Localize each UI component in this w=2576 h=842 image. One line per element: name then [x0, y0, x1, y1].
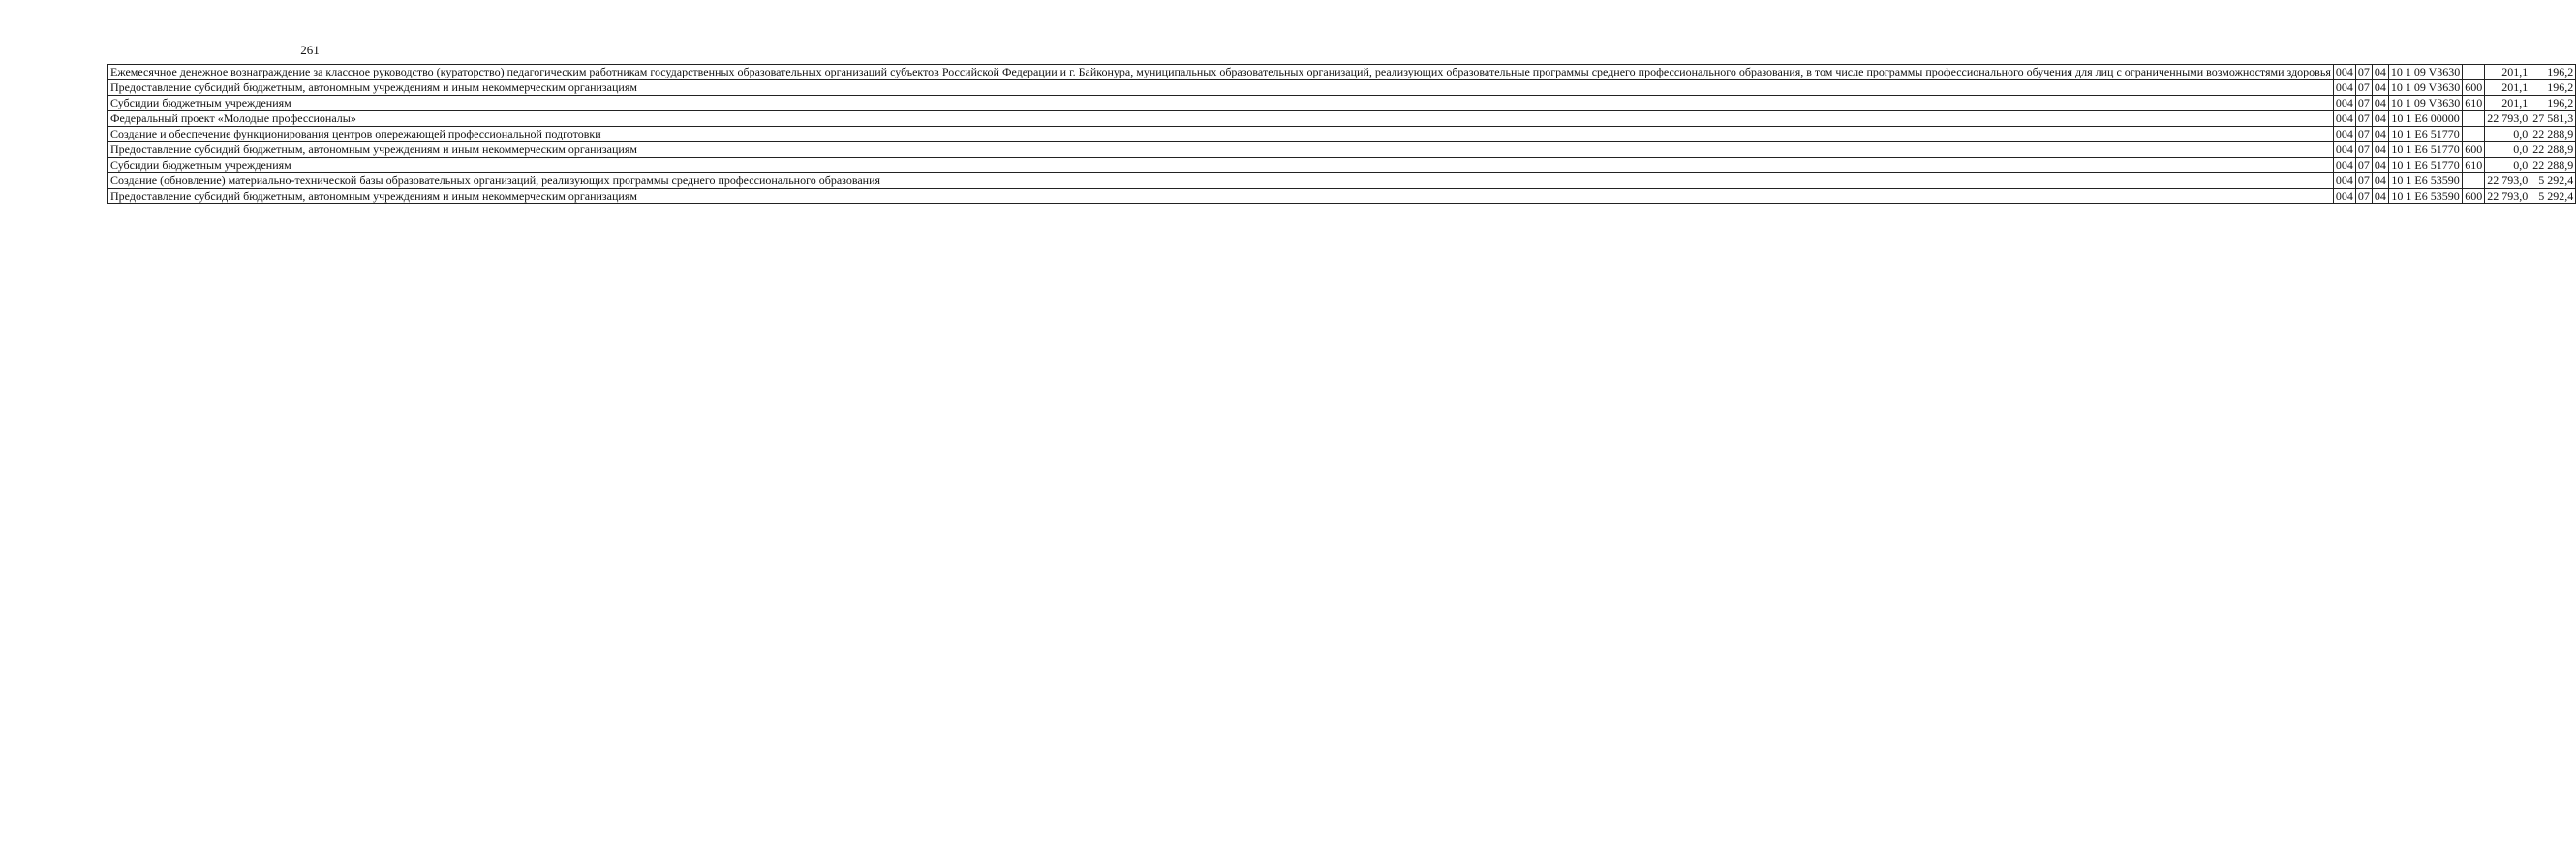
table-row	[108, 173, 2576, 189]
subsection-code: 04	[2372, 158, 2388, 173]
subsection-code: 04	[2372, 189, 2388, 204]
target-article: 10 1 E6 00000	[2388, 111, 2462, 127]
expense-type	[2463, 173, 2485, 189]
expense-type: 600	[2463, 80, 2485, 96]
expense-type	[2463, 111, 2485, 127]
amount-year-1: 22 793,0	[2485, 111, 2530, 127]
row-name: Предоставление субсидий бюджетным, автономным учреждениям и иным некоммерческим организациям	[108, 189, 2334, 204]
amount-year-1: 22 793,0	[2485, 189, 2530, 204]
row-name: Субсидии бюджетным учреждениям	[108, 158, 2334, 173]
amount-year-1: 201,1	[2485, 65, 2530, 80]
section-code: 07	[2355, 173, 2372, 189]
expense-type: 610	[2463, 96, 2485, 111]
subsection-code: 04	[2372, 142, 2388, 158]
section-code: 07	[2355, 111, 2372, 127]
target-article: 10 1 09 V3630	[2388, 80, 2462, 96]
table-row	[108, 96, 2576, 111]
table-row	[108, 189, 2576, 204]
section-code: 07	[2355, 65, 2372, 80]
ministry-code: 004	[2333, 189, 2355, 204]
ministry-code: 004	[2333, 173, 2355, 189]
table-row	[108, 80, 2576, 96]
expense-type: 600	[2463, 142, 2485, 158]
expense-type	[2463, 65, 2485, 80]
row-name: Федеральный проект «Молодые профессионалы»	[108, 111, 2334, 127]
section-code: 07	[2355, 189, 2372, 204]
subsection-code: 04	[2372, 127, 2388, 142]
target-article: 10 1 E6 51770	[2388, 127, 2462, 142]
target-article: 10 1 E6 51770	[2388, 158, 2462, 173]
section-code: 07	[2355, 96, 2372, 111]
page-number: 261	[300, 43, 320, 57]
expense-type: 600	[2463, 189, 2485, 204]
ministry-code: 004	[2333, 96, 2355, 111]
amount-year-2: 22 288,9	[2530, 158, 2576, 173]
target-article: 10 1 E6 53590	[2388, 173, 2462, 189]
amount-year-1: 201,1	[2485, 96, 2530, 111]
subsection-code: 04	[2372, 111, 2388, 127]
amount-year-2: 196,2	[2530, 96, 2576, 111]
table-row	[108, 65, 2576, 80]
table-row	[108, 111, 2576, 127]
subsection-code: 04	[2372, 96, 2388, 111]
amount-year-1: 22 793,0	[2485, 173, 2530, 189]
amount-year-2: 5 292,4	[2530, 189, 2576, 204]
ministry-code: 004	[2333, 65, 2355, 80]
amount-year-2: 5 292,4	[2530, 173, 2576, 189]
row-name: Создание и обеспечение функционирования центров опережающей профессиональной подготовки	[108, 127, 2334, 142]
row-name: Субсидии бюджетным учреждениям	[108, 96, 2334, 111]
expense-type: 610	[2463, 158, 2485, 173]
table-row	[108, 142, 2576, 158]
target-article: 10 1 E6 53590	[2388, 189, 2462, 204]
section-code: 07	[2355, 158, 2372, 173]
section-code: 07	[2355, 127, 2372, 142]
amount-year-2: 196,2	[2530, 80, 2576, 96]
row-name: Предоставление субсидий бюджетным, автономным учреждениям и иным некоммерческим организациям	[108, 142, 2334, 158]
amount-year-2: 27 581,3	[2530, 111, 2576, 127]
amount-year-2: 22 288,9	[2530, 142, 2576, 158]
row-name: Предоставление субсидий бюджетным, автономным учреждениям и иным некоммерческим организациям	[108, 80, 2334, 96]
amount-year-1: 201,1	[2485, 80, 2530, 96]
target-article: 10 1 09 V3630	[2388, 96, 2462, 111]
section-code: 07	[2355, 80, 2372, 96]
ministry-code: 004	[2333, 80, 2355, 96]
table-row	[108, 158, 2576, 173]
amount-year-2: 22 288,9	[2530, 127, 2576, 142]
subsection-code: 04	[2372, 173, 2388, 189]
expense-type	[2463, 127, 2485, 142]
row-name: Ежемесячное денежное вознаграждение за классное руководство (кураторство) педагогическим работникам государственных образовательных организаций субъектов Российской Федерации и г. Байконура, муниципальных образовательных организаций, реализующих образовательные программы среднего профессионального образования, в том числе программы профессионального обучения для лиц с ограниченными возможностями здоровья	[108, 65, 2334, 80]
budget-table	[107, 64, 2576, 204]
target-article: 10 1 09 V3630	[2388, 65, 2462, 80]
row-name: Создание (обновление) материально-технической базы образовательных организаций, реализующих программы среднего профессионального образования	[108, 173, 2334, 189]
subsection-code: 04	[2372, 80, 2388, 96]
ministry-code: 004	[2333, 127, 2355, 142]
subsection-code: 04	[2372, 65, 2388, 80]
ministry-code: 004	[2333, 111, 2355, 127]
amount-year-1: 0,0	[2485, 127, 2530, 142]
amount-year-1: 0,0	[2485, 142, 2530, 158]
section-code: 07	[2355, 142, 2372, 158]
table-row	[108, 127, 2576, 142]
ministry-code: 004	[2333, 142, 2355, 158]
amount-year-1: 0,0	[2485, 158, 2530, 173]
ministry-code: 004	[2333, 158, 2355, 173]
amount-year-2: 196,2	[2530, 65, 2576, 80]
target-article: 10 1 E6 51770	[2388, 142, 2462, 158]
